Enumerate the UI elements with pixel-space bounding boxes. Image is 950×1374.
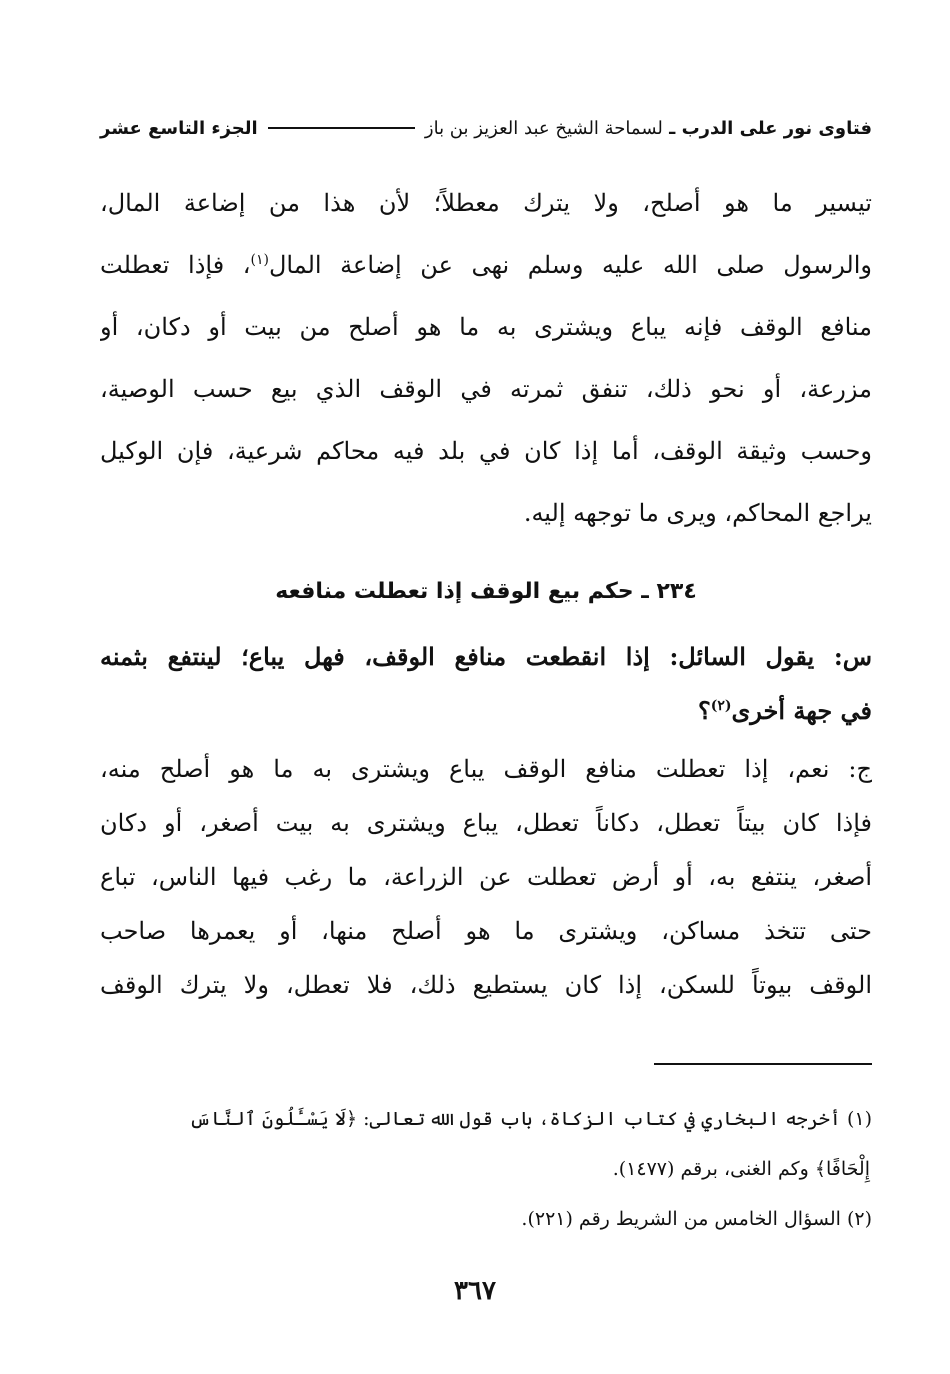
answer-line: أصغر، ينتفع به، أو أرض تعطلت عن الزراعة، ما رغب فيها الناس، تباع xyxy=(100,863,872,891)
paragraph-1 xyxy=(100,172,872,544)
header-part: الجزء التاسع عشر xyxy=(100,117,258,139)
footnote-separator xyxy=(654,1063,872,1065)
question-line: في جهة أخرى$^{(٢)}$؟ xyxy=(697,696,872,725)
answer-line: حتى تتخذ مساكن، ويشترى ما هو أصلح منها، أو يعمرها صاحب xyxy=(100,917,872,945)
header-book-title: فتاوى نور على الدرب ـ xyxy=(669,117,872,139)
footnotes xyxy=(110,1094,872,1244)
answer-line: الوقف بيوتاً للسكن، إذا كان يستطيع ذلك، فلا تعطل، ولا يترك الوقف xyxy=(100,971,872,999)
answer xyxy=(100,742,872,1012)
answer-line: ج: نعم، إذا تعطلت منافع الوقف يباع ويشترى به ما هو أصلح منه، xyxy=(100,755,872,783)
section-title: ٢٣٤ ـ حكم بيع الوقف إذا تعطلت منافعه xyxy=(275,579,697,604)
page-number: ٣٦٧ xyxy=(454,1276,496,1306)
footnote-1: (١) أخرجه البخاري في كتاب الزكاة، باب قول الله تعالى: ﴿لَا يَسْـَٔلُونَ ٱلنَّاسَ xyxy=(189,1108,872,1130)
running-header xyxy=(100,108,872,148)
footnote-1-continued: إِلْحَافًا﴾ وكم الغنى، برقم (١٤٧٧). xyxy=(612,1158,870,1180)
paragraph-line: منافع الوقف فإنه يباع ويشترى به ما هو أصلح من بيت أو دكان، أو xyxy=(100,313,872,341)
footnote-ref-2: (٢) xyxy=(710,698,732,714)
paragraph-line: وحسب وثيقة الوقف، أما إذا كان في بلد فيه محاكم شرعية، فإن الوكيل xyxy=(100,437,872,465)
paragraph-line: يراجع المحاكم، ويرى ما توجهه إليه. xyxy=(523,499,872,527)
answer-line: فإذا كان بيتاً تعطل، دكاناً تعطل، يباع ويشترى به بيت أصغر، أو دكان xyxy=(100,809,872,837)
question xyxy=(100,630,872,738)
footnote-2: (٢) السؤال الخامس من الشريط رقم (٢٢١). xyxy=(521,1208,872,1230)
paragraph-line: والرسول صلى الله عليه وسلم نهى عن إضاعة المال$^{(١)}$، فإذا تعطلت xyxy=(100,251,872,279)
paragraph-line: مزرعة، أو نحو ذلك، تنفق ثمرته في الوقف الذي بيع حسب الوصية، xyxy=(100,375,872,403)
header-rule xyxy=(268,127,415,129)
paragraph-line: تيسير ما هو أصلح، ولا يترك معطلاً؛ لأن هذا من إضاعة المال، xyxy=(100,189,872,217)
question-line: س: يقول السائل: إذا انقطعت منافع الوقف، فهل يباع؛ لينتفع بثمنه xyxy=(100,642,872,671)
footnote-ref-1: (١) xyxy=(250,252,269,268)
header-author: لسماحة الشيخ عبد العزيز بن باز xyxy=(424,117,663,139)
